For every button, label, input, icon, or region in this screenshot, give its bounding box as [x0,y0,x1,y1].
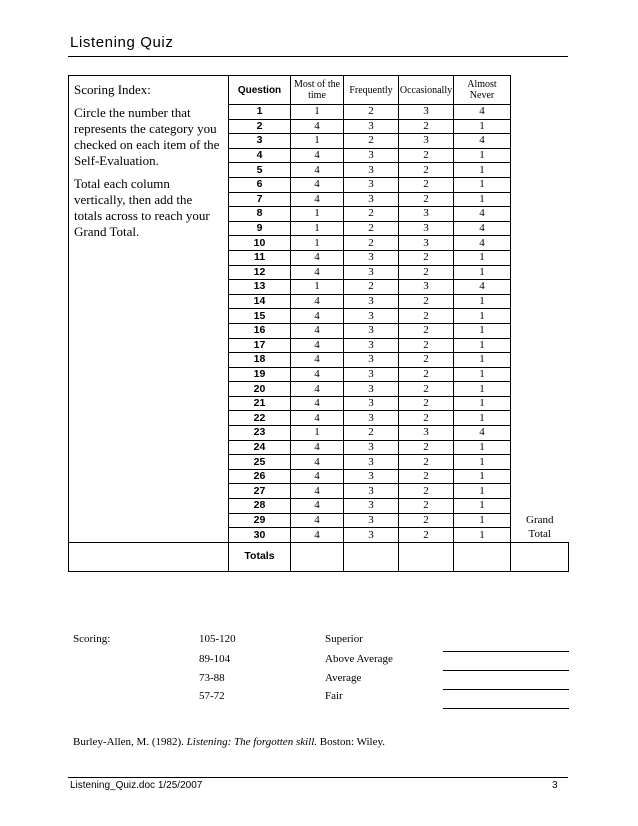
score-frequently: 3 [344,323,399,338]
score-frequently: 3 [344,338,399,353]
score-most-of-the-time: 4 [291,382,344,397]
score-most-of-the-time: 4 [291,513,344,528]
question-number: 27 [229,484,291,499]
score-almost-never: 1 [454,484,511,499]
score-occasionally: 2 [399,250,454,265]
score-most-of-the-time: 4 [291,338,344,353]
score-most-of-the-time: 4 [291,367,344,382]
score-almost-never: 4 [454,134,511,149]
score-most-of-the-time: 1 [291,236,344,251]
score-occasionally: 3 [399,426,454,441]
instructions-paragraph-1: Circle the number that represents the category you checked on each item of the Self-Evaluation. [74,105,220,168]
score-range: 89-104 [199,653,231,665]
question-number: 5 [229,163,291,178]
score-description: Superior [325,633,363,645]
question-number: 18 [229,353,291,368]
score-frequently: 3 [344,528,399,543]
question-number: 7 [229,192,291,207]
score-occasionally: 3 [399,207,454,222]
grand-total-spacer [511,396,569,411]
score-almost-never: 4 [454,236,511,251]
totals-label: Totals [229,542,291,571]
score-most-of-the-time: 4 [291,119,344,134]
score-almost-never: 4 [454,105,511,120]
score-most-of-the-time: 4 [291,484,344,499]
score-occasionally: 2 [399,192,454,207]
total-label: Total [511,528,569,543]
citation-title: Listening: The forgotten skill. [186,736,318,748]
score-description: Above Average [325,653,393,665]
score-almost-never: 1 [454,323,511,338]
header-question: Question [229,76,291,105]
score-frequently: 2 [344,280,399,295]
grand-total-spacer [511,105,569,120]
score-frequently: 3 [344,309,399,324]
score-frequently: 3 [344,177,399,192]
score-frequently: 3 [344,382,399,397]
score-frequently: 3 [344,250,399,265]
score-most-of-the-time: 1 [291,426,344,441]
scoring-table [68,75,569,572]
score-most-of-the-time: 4 [291,250,344,265]
score-almost-never: 1 [454,455,511,470]
score-most-of-the-time: 4 [291,411,344,426]
score-most-of-the-time: 4 [291,455,344,470]
grand-total-spacer [511,280,569,295]
grand-total-spacer [511,76,569,105]
score-blank-line [443,670,569,671]
score-frequently: 3 [344,265,399,280]
score-most-of-the-time: 4 [291,294,344,309]
citation [73,736,385,748]
score-most-of-the-time: 4 [291,528,344,543]
score-occasionally: 2 [399,323,454,338]
score-frequently: 3 [344,119,399,134]
score-almost-never: 1 [454,396,511,411]
header-most-of-the-time: Most of the time [291,76,344,105]
totals-occasionally [399,542,454,571]
question-number: 3 [229,134,291,149]
grand-label: Grand [526,513,554,526]
score-almost-never: 4 [454,280,511,295]
score-almost-never: 1 [454,163,511,178]
citation-author: Burley-Allen, M. (1982). [73,736,187,748]
score-almost-never: 1 [454,250,511,265]
score-occasionally: 3 [399,236,454,251]
page-title: Listening Quiz [70,34,174,51]
score-description: Fair [325,690,343,702]
totals-most-of-the-time [291,542,344,571]
score-almost-never: 1 [454,469,511,484]
question-number: 13 [229,280,291,295]
score-range: 105-120 [199,633,236,645]
totals-row [69,542,569,571]
grand-total-spacer [511,236,569,251]
score-most-of-the-time: 1 [291,221,344,236]
score-occasionally: 3 [399,105,454,120]
score-occasionally: 2 [399,119,454,134]
title-divider [68,56,568,57]
score-frequently: 3 [344,513,399,528]
score-almost-never: 1 [454,382,511,397]
question-number: 26 [229,469,291,484]
score-occasionally: 2 [399,455,454,470]
score-most-of-the-time: 4 [291,353,344,368]
score-most-of-the-time: 1 [291,280,344,295]
score-occasionally: 3 [399,221,454,236]
score-almost-never: 1 [454,119,511,134]
score-almost-never: 1 [454,148,511,163]
score-frequently: 3 [344,294,399,309]
question-number: 24 [229,440,291,455]
score-occasionally: 2 [399,382,454,397]
score-frequently: 3 [344,367,399,382]
score-occasionally: 2 [399,353,454,368]
score-most-of-the-time: 4 [291,148,344,163]
score-most-of-the-time: 4 [291,177,344,192]
score-frequently: 2 [344,207,399,222]
grand-total-spacer [511,309,569,324]
score-frequently: 3 [344,484,399,499]
score-most-of-the-time: 4 [291,440,344,455]
citation-publisher: Boston: Wiley. [317,736,386,748]
question-number: 29 [229,513,291,528]
score-almost-never: 4 [454,221,511,236]
scoring-label: Scoring: [73,633,111,645]
score-occasionally: 2 [399,148,454,163]
question-number: 20 [229,382,291,397]
score-frequently: 3 [344,411,399,426]
question-number: 8 [229,207,291,222]
grand-total-spacer [511,250,569,265]
grand-total-spacer [511,469,569,484]
score-frequently: 3 [344,455,399,470]
score-occasionally: 2 [399,499,454,514]
totals-almost-never [454,542,511,571]
grand-total-spacer [511,265,569,280]
question-number: 10 [229,236,291,251]
question-number: 30 [229,528,291,543]
score-most-of-the-time: 1 [291,105,344,120]
score-almost-never: 1 [454,528,511,543]
score-most-of-the-time: 4 [291,323,344,338]
grand-total-spacer [511,338,569,353]
footer-filename: Listening_Quiz.doc 1/25/2007 [70,780,203,791]
score-almost-never: 1 [454,499,511,514]
question-number: 17 [229,338,291,353]
grand-total-spacer [511,192,569,207]
score-most-of-the-time: 4 [291,396,344,411]
header-occasionally: Occasionally [399,76,454,105]
totals-blank-cell [69,542,229,571]
score-range: 73-88 [199,672,225,684]
question-number: 19 [229,367,291,382]
score-frequently: 3 [344,440,399,455]
question-number: 22 [229,411,291,426]
grand-total-spacer [511,484,569,499]
grand-total-spacer [511,134,569,149]
score-almost-never: 1 [454,265,511,280]
score-most-of-the-time: 4 [291,192,344,207]
question-number: 25 [229,455,291,470]
grand-total-spacer [511,353,569,368]
score-almost-never: 1 [454,177,511,192]
question-number: 16 [229,323,291,338]
question-number: 11 [229,250,291,265]
score-occasionally: 2 [399,528,454,543]
score-almost-never: 4 [454,426,511,441]
score-frequently: 3 [344,192,399,207]
score-almost-never: 1 [454,309,511,324]
score-most-of-the-time: 1 [291,134,344,149]
score-almost-never: 4 [454,207,511,222]
grand-total-spacer [511,177,569,192]
grand-total-spacer [511,323,569,338]
score-most-of-the-time: 4 [291,163,344,178]
table-header-row [69,76,569,105]
grand-total-spacer [511,119,569,134]
question-number: 6 [229,177,291,192]
instructions-paragraph-2: Total each column vertically, then add the totals across to reach your Grand Total. [74,176,210,239]
grand-total-spacer [511,148,569,163]
score-almost-never: 1 [454,411,511,426]
score-occasionally: 2 [399,338,454,353]
score-occasionally: 3 [399,134,454,149]
scoring-index-heading: Scoring Index: [74,82,151,97]
score-frequently: 2 [344,221,399,236]
grand-total-spacer [511,163,569,178]
instructions-cell [69,76,229,543]
score-blank-line [443,651,569,652]
score-frequently: 3 [344,499,399,514]
score-almost-never: 1 [454,353,511,368]
question-number: 4 [229,148,291,163]
score-occasionally: 2 [399,163,454,178]
score-almost-never: 1 [454,367,511,382]
score-frequently: 2 [344,105,399,120]
question-number: 23 [229,426,291,441]
score-frequently: 3 [344,353,399,368]
score-frequently: 2 [344,134,399,149]
score-occasionally: 2 [399,265,454,280]
score-blank-line [443,708,569,709]
footer-divider [68,777,568,778]
question-number: 14 [229,294,291,309]
grand-total-cell [511,542,569,571]
grand-total-spacer [511,367,569,382]
question-number: 21 [229,396,291,411]
score-occasionally: 2 [399,513,454,528]
totals-frequently [344,542,399,571]
score-almost-never: 1 [454,192,511,207]
score-most-of-the-time: 4 [291,469,344,484]
score-most-of-the-time: 4 [291,309,344,324]
question-number: 28 [229,499,291,514]
page-number: 3 [552,780,558,791]
score-frequently: 3 [344,469,399,484]
grand-total-spacer [511,207,569,222]
question-number: 1 [229,105,291,120]
question-number: 2 [229,119,291,134]
score-almost-never: 1 [454,440,511,455]
score-most-of-the-time: 4 [291,499,344,514]
score-occasionally: 2 [399,411,454,426]
score-occasionally: 2 [399,367,454,382]
score-blank-line [443,689,569,690]
score-occasionally: 2 [399,469,454,484]
grand-total-spacer [511,411,569,426]
score-almost-never: 1 [454,513,511,528]
score-occasionally: 3 [399,280,454,295]
score-most-of-the-time: 1 [291,207,344,222]
grand-total-spacer [511,294,569,309]
score-range: 57-72 [199,690,225,702]
score-frequently: 3 [344,163,399,178]
grand-total-spacer [511,499,569,514]
score-occasionally: 2 [399,309,454,324]
score-almost-never: 1 [454,294,511,309]
grand-total-spacer [511,440,569,455]
question-number: 15 [229,309,291,324]
score-occasionally: 2 [399,294,454,309]
header-almost-never: Almost Never [454,76,511,105]
grand-total-spacer [511,382,569,397]
grand-total-spacer [511,221,569,236]
score-almost-never: 1 [454,338,511,353]
question-number: 12 [229,265,291,280]
header-frequently: Frequently [344,76,399,105]
score-description: Average [325,672,362,684]
score-occasionally: 2 [399,484,454,499]
score-frequently: 3 [344,148,399,163]
score-frequently: 2 [344,236,399,251]
score-most-of-the-time: 4 [291,265,344,280]
score-frequently: 2 [344,426,399,441]
score-occasionally: 2 [399,440,454,455]
score-frequently: 3 [344,396,399,411]
question-number: 9 [229,221,291,236]
score-occasionally: 2 [399,396,454,411]
grand-total-spacer [511,426,569,441]
score-occasionally: 2 [399,177,454,192]
grand-total-spacer [511,455,569,470]
